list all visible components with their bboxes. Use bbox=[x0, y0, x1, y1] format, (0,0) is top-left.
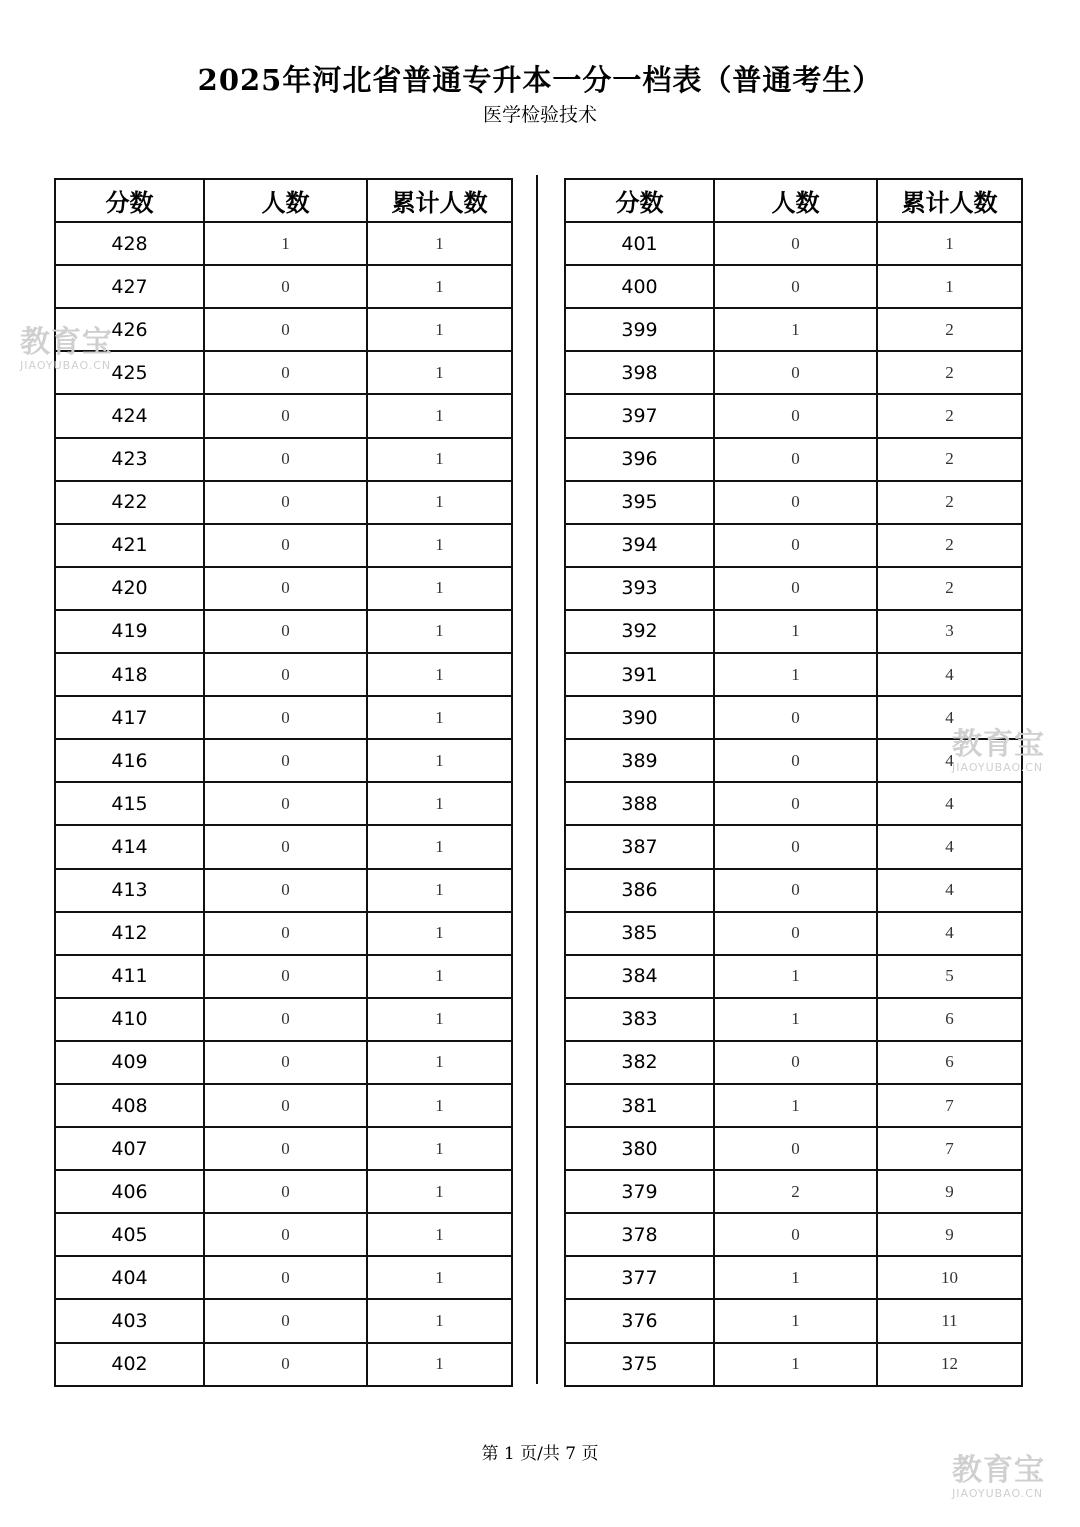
count-cell: 0 bbox=[204, 1170, 367, 1213]
count-cell: 0 bbox=[204, 481, 367, 524]
count-cell: 0 bbox=[204, 567, 367, 610]
count-cell: 0 bbox=[204, 869, 367, 912]
score-cell: 415 bbox=[55, 782, 204, 825]
score-cell: 391 bbox=[565, 653, 714, 696]
score-cell: 427 bbox=[55, 265, 204, 308]
table-row bbox=[55, 1041, 512, 1084]
count-cell: 0 bbox=[714, 567, 877, 610]
score-cell: 400 bbox=[565, 265, 714, 308]
score-cell: 419 bbox=[55, 610, 204, 653]
score-cell: 377 bbox=[565, 1256, 714, 1299]
score-cell: 387 bbox=[565, 825, 714, 868]
count-cell: 0 bbox=[714, 524, 877, 567]
count-cell: 2 bbox=[714, 1170, 877, 1213]
table-row bbox=[565, 610, 1022, 653]
table-row bbox=[55, 782, 512, 825]
score-cell: 416 bbox=[55, 739, 204, 782]
count-cell: 0 bbox=[204, 825, 367, 868]
table-row bbox=[565, 265, 1022, 308]
cumulative-cell: 10 bbox=[877, 1256, 1022, 1299]
cumulative-cell: 1 bbox=[367, 222, 512, 265]
count-cell: 0 bbox=[204, 1299, 367, 1342]
score-cell: 378 bbox=[565, 1213, 714, 1256]
table-row bbox=[565, 1170, 1022, 1213]
table-row bbox=[565, 438, 1022, 481]
count-cell: 0 bbox=[204, 1256, 367, 1299]
count-cell: 0 bbox=[714, 265, 877, 308]
count-cell: 0 bbox=[204, 265, 367, 308]
cumulative-cell: 1 bbox=[367, 438, 512, 481]
cumulative-cell: 1 bbox=[367, 653, 512, 696]
cumulative-cell: 9 bbox=[877, 1213, 1022, 1256]
count-cell: 0 bbox=[204, 394, 367, 437]
cumulative-cell: 12 bbox=[877, 1343, 1022, 1386]
column-header-count: 人数 bbox=[204, 179, 367, 222]
score-cell: 381 bbox=[565, 1084, 714, 1127]
table-row bbox=[565, 1256, 1022, 1299]
table-row bbox=[565, 351, 1022, 394]
score-cell: 421 bbox=[55, 524, 204, 567]
score-cell: 403 bbox=[55, 1299, 204, 1342]
cumulative-cell: 1 bbox=[877, 265, 1022, 308]
table-row bbox=[565, 524, 1022, 567]
watermark-logo bbox=[952, 1453, 1045, 1500]
page-title: 2025年河北省普通专升本一分一档表（普通考生） bbox=[197, 63, 883, 97]
cumulative-cell: 1 bbox=[367, 308, 512, 351]
count-cell: 1 bbox=[204, 222, 367, 265]
cumulative-cell: 1 bbox=[367, 481, 512, 524]
count-cell: 0 bbox=[714, 739, 877, 782]
score-cell: 389 bbox=[565, 739, 714, 782]
cumulative-cell: 2 bbox=[877, 394, 1022, 437]
table-row bbox=[55, 696, 512, 739]
table-row bbox=[565, 912, 1022, 955]
column-header-score: 分数 bbox=[565, 179, 714, 222]
score-cell: 375 bbox=[565, 1343, 714, 1386]
count-cell: 0 bbox=[204, 1127, 367, 1170]
cumulative-cell: 1 bbox=[367, 1343, 512, 1386]
watermark-domain: JIAOYUBAO.CN bbox=[20, 359, 112, 372]
score-cell: 425 bbox=[55, 351, 204, 394]
score-cell: 424 bbox=[55, 394, 204, 437]
count-cell: 0 bbox=[204, 998, 367, 1041]
table-row bbox=[565, 955, 1022, 998]
count-cell: 1 bbox=[714, 1299, 877, 1342]
table-row bbox=[55, 1256, 512, 1299]
watermark-logo bbox=[952, 727, 1045, 774]
table-row bbox=[55, 351, 512, 394]
cumulative-cell: 4 bbox=[877, 782, 1022, 825]
count-cell: 0 bbox=[204, 1213, 367, 1256]
count-cell: 0 bbox=[204, 524, 367, 567]
score-cell: 408 bbox=[55, 1084, 204, 1127]
score-table-left bbox=[54, 178, 513, 1387]
cumulative-cell: 1 bbox=[367, 1084, 512, 1127]
cumulative-cell: 1 bbox=[367, 394, 512, 437]
score-cell: 404 bbox=[55, 1256, 204, 1299]
cumulative-cell: 11 bbox=[877, 1299, 1022, 1342]
table-row bbox=[55, 739, 512, 782]
score-cell: 388 bbox=[565, 782, 714, 825]
count-cell: 0 bbox=[204, 351, 367, 394]
table-row bbox=[565, 1084, 1022, 1127]
cumulative-cell: 1 bbox=[367, 265, 512, 308]
score-cell: 423 bbox=[55, 438, 204, 481]
count-cell: 1 bbox=[714, 1084, 877, 1127]
cumulative-cell: 1 bbox=[877, 222, 1022, 265]
score-cell: 409 bbox=[55, 1041, 204, 1084]
watermark-brand: 教育宝 bbox=[952, 727, 1045, 762]
count-cell: 0 bbox=[204, 739, 367, 782]
table-row bbox=[55, 1170, 512, 1213]
column-header-cumulative: 累计人数 bbox=[367, 179, 512, 222]
count-cell: 0 bbox=[204, 1343, 367, 1386]
table-row bbox=[565, 869, 1022, 912]
score-cell: 405 bbox=[55, 1213, 204, 1256]
table-row bbox=[565, 308, 1022, 351]
table-row bbox=[565, 1213, 1022, 1256]
score-cell: 418 bbox=[55, 653, 204, 696]
cumulative-cell: 1 bbox=[367, 1299, 512, 1342]
cumulative-cell: 1 bbox=[367, 1213, 512, 1256]
table-row bbox=[565, 1299, 1022, 1342]
score-cell: 385 bbox=[565, 912, 714, 955]
table-row bbox=[565, 1127, 1022, 1170]
table-row bbox=[55, 394, 512, 437]
cumulative-cell: 1 bbox=[367, 1127, 512, 1170]
score-cell: 406 bbox=[55, 1170, 204, 1213]
count-cell: 0 bbox=[714, 222, 877, 265]
watermark-domain: JIAOYUBAO.CN bbox=[952, 1487, 1044, 1500]
table-row bbox=[565, 394, 1022, 437]
score-table-right bbox=[564, 178, 1023, 1387]
column-header-cumulative: 累计人数 bbox=[877, 179, 1022, 222]
count-cell: 0 bbox=[204, 653, 367, 696]
count-cell: 0 bbox=[714, 481, 877, 524]
cumulative-cell: 7 bbox=[877, 1127, 1022, 1170]
count-cell: 1 bbox=[714, 308, 877, 351]
table-row bbox=[55, 222, 512, 265]
count-cell: 0 bbox=[204, 696, 367, 739]
count-cell: 0 bbox=[204, 912, 367, 955]
count-cell: 0 bbox=[714, 869, 877, 912]
table-row bbox=[55, 524, 512, 567]
count-cell: 0 bbox=[714, 696, 877, 739]
cumulative-cell: 1 bbox=[367, 351, 512, 394]
watermark-domain: JIAOYUBAO.CN bbox=[952, 761, 1044, 774]
score-cell: 379 bbox=[565, 1170, 714, 1213]
cumulative-cell: 2 bbox=[877, 524, 1022, 567]
count-cell: 0 bbox=[204, 955, 367, 998]
score-cell: 426 bbox=[55, 308, 204, 351]
table-row bbox=[55, 438, 512, 481]
score-cell: 413 bbox=[55, 869, 204, 912]
table-row bbox=[565, 825, 1022, 868]
table-row bbox=[55, 308, 512, 351]
table-row bbox=[55, 825, 512, 868]
score-cell: 380 bbox=[565, 1127, 714, 1170]
score-cell: 401 bbox=[565, 222, 714, 265]
cumulative-cell: 2 bbox=[877, 438, 1022, 481]
score-cell: 398 bbox=[565, 351, 714, 394]
watermark-brand: 教育宝 bbox=[20, 325, 113, 360]
cumulative-cell: 1 bbox=[367, 696, 512, 739]
count-cell: 0 bbox=[714, 1041, 877, 1084]
score-cell: 396 bbox=[565, 438, 714, 481]
table-row bbox=[55, 955, 512, 998]
count-cell: 0 bbox=[204, 438, 367, 481]
page-number: 第 1 页/共 7 页 bbox=[481, 1444, 599, 1464]
cumulative-cell: 1 bbox=[367, 524, 512, 567]
table-row bbox=[55, 1343, 512, 1386]
cumulative-cell: 2 bbox=[877, 351, 1022, 394]
column-header-score: 分数 bbox=[55, 179, 204, 222]
cumulative-cell: 1 bbox=[367, 1256, 512, 1299]
score-cell: 412 bbox=[55, 912, 204, 955]
table-row bbox=[55, 912, 512, 955]
score-cell: 410 bbox=[55, 998, 204, 1041]
cumulative-cell: 2 bbox=[877, 308, 1022, 351]
score-cell: 386 bbox=[565, 869, 714, 912]
count-cell: 1 bbox=[714, 998, 877, 1041]
count-cell: 0 bbox=[714, 1127, 877, 1170]
count-cell: 1 bbox=[714, 610, 877, 653]
score-cell: 428 bbox=[55, 222, 204, 265]
count-cell: 0 bbox=[714, 912, 877, 955]
cumulative-cell: 1 bbox=[367, 825, 512, 868]
table-row bbox=[565, 998, 1022, 1041]
score-cell: 397 bbox=[565, 394, 714, 437]
count-cell: 0 bbox=[714, 438, 877, 481]
table-row bbox=[565, 1041, 1022, 1084]
count-cell: 0 bbox=[204, 1084, 367, 1127]
cumulative-cell: 1 bbox=[367, 1041, 512, 1084]
table-row bbox=[55, 265, 512, 308]
count-cell: 0 bbox=[204, 308, 367, 351]
cumulative-cell: 1 bbox=[367, 567, 512, 610]
table-row bbox=[55, 481, 512, 524]
count-cell: 0 bbox=[714, 825, 877, 868]
score-cell: 411 bbox=[55, 955, 204, 998]
table-row bbox=[55, 998, 512, 1041]
table-row bbox=[565, 1343, 1022, 1386]
cumulative-cell: 4 bbox=[877, 869, 1022, 912]
score-cell: 402 bbox=[55, 1343, 204, 1386]
score-cell: 382 bbox=[565, 1041, 714, 1084]
score-cell: 384 bbox=[565, 955, 714, 998]
score-cell: 414 bbox=[55, 825, 204, 868]
cumulative-cell: 1 bbox=[367, 1170, 512, 1213]
cumulative-cell: 1 bbox=[367, 782, 512, 825]
cumulative-cell: 4 bbox=[877, 912, 1022, 955]
table-row bbox=[565, 481, 1022, 524]
count-cell: 0 bbox=[714, 351, 877, 394]
watermark-logo bbox=[20, 325, 113, 372]
score-cell: 393 bbox=[565, 567, 714, 610]
count-cell: 1 bbox=[714, 955, 877, 998]
score-cell: 392 bbox=[565, 610, 714, 653]
score-cell: 395 bbox=[565, 481, 714, 524]
cumulative-cell: 1 bbox=[367, 955, 512, 998]
score-cell: 420 bbox=[55, 567, 204, 610]
count-cell: 0 bbox=[714, 782, 877, 825]
cumulative-cell: 1 bbox=[367, 998, 512, 1041]
cumulative-cell: 9 bbox=[877, 1170, 1022, 1213]
count-cell: 0 bbox=[204, 1041, 367, 1084]
page-subtitle: 医学检验技术 bbox=[482, 104, 597, 126]
cumulative-cell: 6 bbox=[877, 998, 1022, 1041]
score-cell: 407 bbox=[55, 1127, 204, 1170]
table-row bbox=[55, 869, 512, 912]
table-row bbox=[55, 1213, 512, 1256]
cumulative-cell: 1 bbox=[367, 912, 512, 955]
cumulative-cell: 7 bbox=[877, 1084, 1022, 1127]
cumulative-cell: 4 bbox=[877, 739, 1022, 782]
score-cell: 390 bbox=[565, 696, 714, 739]
score-cell: 417 bbox=[55, 696, 204, 739]
table-row bbox=[55, 1299, 512, 1342]
score-cell: 376 bbox=[565, 1299, 714, 1342]
table-header-row bbox=[55, 179, 512, 222]
cumulative-cell: 4 bbox=[877, 696, 1022, 739]
cumulative-cell: 1 bbox=[367, 739, 512, 782]
cumulative-cell: 2 bbox=[877, 481, 1022, 524]
table-row bbox=[55, 653, 512, 696]
table-row bbox=[55, 610, 512, 653]
cumulative-cell: 1 bbox=[367, 610, 512, 653]
table-row bbox=[55, 1127, 512, 1170]
column-header-count: 人数 bbox=[714, 179, 877, 222]
column-divider bbox=[536, 175, 538, 1384]
score-cell: 399 bbox=[565, 308, 714, 351]
count-cell: 0 bbox=[714, 394, 877, 437]
cumulative-cell: 5 bbox=[877, 955, 1022, 998]
cumulative-cell: 2 bbox=[877, 567, 1022, 610]
cumulative-cell: 3 bbox=[877, 610, 1022, 653]
table-row bbox=[565, 653, 1022, 696]
score-cell: 422 bbox=[55, 481, 204, 524]
table-row bbox=[55, 567, 512, 610]
table-row bbox=[565, 567, 1022, 610]
table-row bbox=[565, 782, 1022, 825]
count-cell: 1 bbox=[714, 1256, 877, 1299]
score-cell: 383 bbox=[565, 998, 714, 1041]
cumulative-cell: 4 bbox=[877, 653, 1022, 696]
cumulative-cell: 4 bbox=[877, 825, 1022, 868]
count-cell: 0 bbox=[204, 610, 367, 653]
score-cell: 394 bbox=[565, 524, 714, 567]
count-cell: 1 bbox=[714, 653, 877, 696]
count-cell: 1 bbox=[714, 1343, 877, 1386]
count-cell: 0 bbox=[204, 782, 367, 825]
table-row bbox=[565, 222, 1022, 265]
cumulative-cell: 6 bbox=[877, 1041, 1022, 1084]
table-header-row bbox=[565, 179, 1022, 222]
count-cell: 0 bbox=[714, 1213, 877, 1256]
table-row bbox=[55, 1084, 512, 1127]
watermark-brand: 教育宝 bbox=[952, 1453, 1045, 1488]
cumulative-cell: 1 bbox=[367, 869, 512, 912]
